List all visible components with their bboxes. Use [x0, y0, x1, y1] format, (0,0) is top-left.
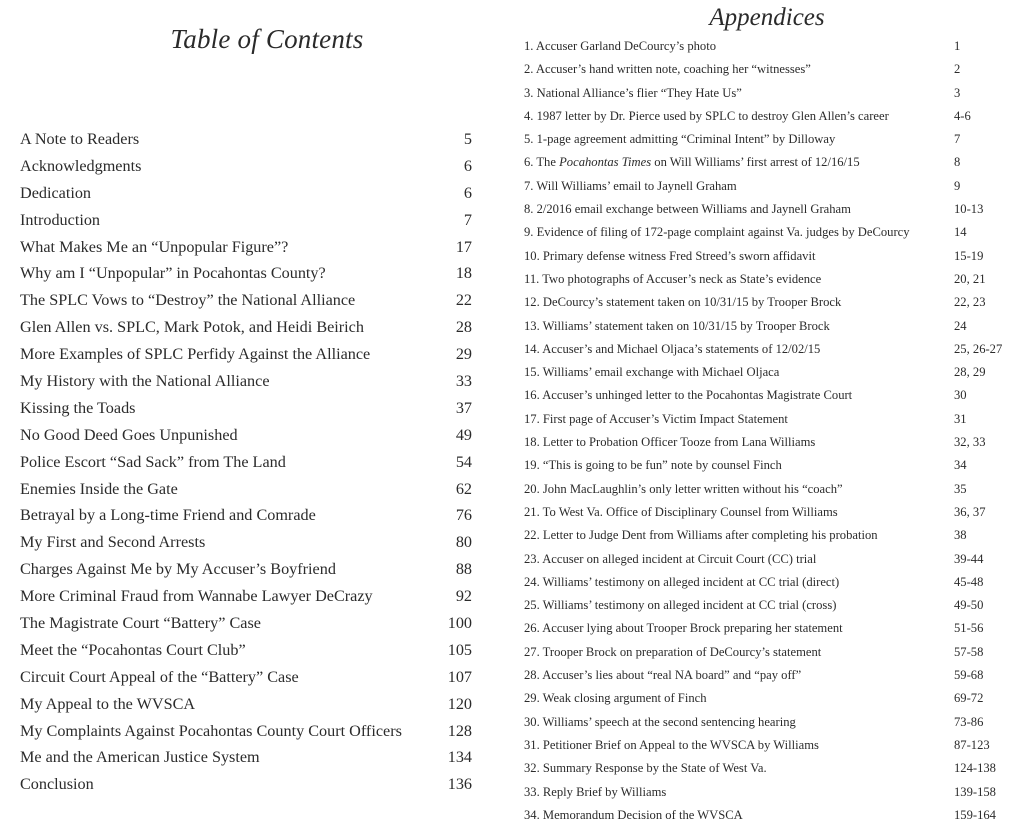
- appendix-entry-title: 32. Summary Response by the State of West Va.: [524, 761, 767, 776]
- appendix-entry: [524, 666, 1004, 689]
- appendix-entry-title: 31. Petitioner Brief on Appeal to the WVSCA by Williams: [524, 737, 819, 752]
- appendix-entry-page: 36, 37: [954, 504, 986, 519]
- appendix-entry-title: 17. First page of Accuser’s Victim Impact Statement: [524, 411, 788, 426]
- toc-entry: [20, 693, 472, 720]
- appendix-entry-page: 31: [954, 411, 967, 426]
- toc-entry: [20, 478, 472, 505]
- toc-entry-title: Kissing the Toads: [20, 398, 136, 417]
- toc-entry-page: 120: [447, 694, 472, 713]
- appendix-entry-title: 29. Weak closing argument of Finch: [524, 691, 707, 706]
- appendix-entry-page: 57-58: [954, 644, 984, 659]
- toc-entry: [20, 639, 472, 666]
- appendix-entry: [524, 410, 1004, 433]
- toc-entry-title: Circuit Court Appeal of the “Battery” Case: [20, 667, 299, 686]
- toc-list: [20, 128, 472, 800]
- toc-title: Table of Contents: [170, 24, 364, 54]
- appendix-entry: [524, 200, 1004, 223]
- appendix-entry-page: 10-13: [954, 202, 984, 217]
- appendix-entry-page: 3: [954, 85, 961, 100]
- appendix-entry-page: 39-44: [954, 551, 984, 566]
- toc-entry: [20, 370, 472, 397]
- toc-entry-title: Dedication: [20, 183, 92, 202]
- toc-entry-title: Police Escort “Sad Sack” from The Land: [20, 452, 286, 471]
- appendix-entry: [524, 573, 1004, 596]
- toc-entry: [20, 558, 472, 585]
- appendix-entry-title: 30. Williams’ speech at the second sentencing hearing: [524, 714, 796, 729]
- toc-entry-page: 62: [455, 479, 472, 498]
- appendix-entry-page: 159-164: [954, 807, 996, 822]
- toc-entry-title: Enemies Inside the Gate: [20, 479, 178, 498]
- appendix-entry: [524, 270, 1004, 293]
- toc-entry: [20, 746, 472, 773]
- appendix-entry-page: 87-123: [954, 737, 990, 752]
- appendix-entry-page: 8: [954, 155, 961, 170]
- appendix-entry-page: 25, 26-27: [954, 341, 1003, 356]
- toc-entry-page: 54: [455, 452, 472, 471]
- appendix-entry-title: 27. Trooper Brock on preparation of DeCourcy’s statement: [524, 644, 822, 659]
- appendices-title: Appendices: [709, 4, 825, 31]
- appendix-entry: [524, 783, 1004, 806]
- appendix-entry-page: 73-86: [954, 714, 984, 729]
- appendix-entry-page: 22, 23: [954, 295, 986, 310]
- appendix-entry-page: 2: [954, 62, 961, 77]
- appendix-entry-title: 3. National Alliance’s flier “They Hate Us”: [524, 85, 742, 100]
- appendix-entry: [524, 806, 1004, 829]
- appendix-entry-title: 14. Accuser’s and Michael Oljaca’s statements of 12/02/15: [524, 341, 821, 356]
- toc-entry-page: 28: [455, 318, 472, 337]
- toc-entry-page: 5: [463, 130, 472, 148]
- appendix-entry-title: 26. Accuser lying about Trooper Brock preparing her statement: [524, 621, 843, 636]
- appendix-entry-page: 49-50: [954, 598, 984, 613]
- appendix-entry-title: 34. Memorandum Decision of the WVSCA: [524, 807, 743, 822]
- toc-entry-title: Betrayal by a Long-time Friend and Comrade: [20, 506, 316, 525]
- appendix-entry: [524, 596, 1004, 619]
- appendix-entry-title: 2. Accuser’s hand written note, coaching her “witnesses”: [524, 62, 811, 77]
- appendix-entry: [524, 689, 1004, 712]
- table-of-contents: [0, 0, 500, 834]
- appendix-entry-title: 12. DeCourcy’s statement taken on 10/31/15 by Trooper Brock: [524, 295, 842, 310]
- appendix-entry-title: [524, 153, 954, 171]
- toc-entry-title: A Note to Readers: [20, 130, 140, 148]
- appendix-entry-page: 59-68: [954, 668, 984, 683]
- appendix-entry: [524, 223, 1004, 246]
- appendix-entry-title: 15. Williams’ email exchange with Michael Oljaca: [524, 365, 780, 380]
- appendix-entry-page: 4-6: [954, 108, 971, 123]
- appendix-entry-page: 45-48: [954, 574, 984, 589]
- toc-entry: [20, 424, 472, 451]
- toc-entry-title: The Magistrate Court “Battery” Case: [20, 614, 261, 633]
- appendix-entry-title: 10. Primary defense witness Fred Streed’s sworn affidavit: [524, 248, 816, 263]
- appendix-entry-page: 28, 29: [954, 365, 986, 380]
- toc-entry-title: Acknowledgments: [20, 156, 142, 175]
- toc-entry-title: Charges Against Me by My Accuser’s Boyfriend: [20, 560, 336, 579]
- toc-entry-title: My History with the National Alliance: [20, 372, 270, 391]
- appendix-entry-page: 34: [954, 458, 967, 473]
- appendix-entry-title: 1. Accuser Garland DeCourcy’s photo: [524, 39, 717, 53]
- appendix-entry-title: 5. 1-page agreement admitting “Criminal Intent” by Dilloway: [524, 132, 836, 147]
- appendix-entry: [524, 433, 1004, 456]
- appendix-entry-page: 15-19: [954, 248, 984, 263]
- appendix-entry-title: 8. 2/2016 email exchange between Williams and Jaynell Graham: [524, 202, 851, 217]
- toc-entry-page: 128: [447, 721, 472, 740]
- appendix-entry-page: 9: [954, 178, 961, 193]
- toc-entry-page: 29: [455, 345, 472, 364]
- appendices: [510, 0, 1024, 834]
- toc-entry-page: 76: [455, 506, 472, 525]
- appendix-entry: [524, 526, 1004, 549]
- appendix-entry-title: 7. Will Williams’ email to Jaynell Graham: [524, 178, 737, 193]
- appendix-entry: [524, 643, 1004, 666]
- toc-entry-title: Why am I “Unpopular” in Pocahontas County?: [20, 264, 326, 283]
- appendix-entry-title: 33. Reply Brief by Williams: [524, 784, 667, 799]
- toc-entry: [20, 128, 472, 155]
- appendix-entry: [524, 713, 1004, 736]
- appendix-entry: [524, 107, 1004, 130]
- toc-entry-title: The SPLC Vows to “Destroy” the National Alliance: [20, 291, 356, 310]
- appendix-entry: [524, 619, 1004, 642]
- toc-entry-page: 22: [455, 291, 472, 310]
- toc-entry-page: 80: [455, 533, 472, 552]
- toc-entry-title: Meet the “Pocahontas Court Club”: [20, 640, 246, 659]
- toc-entry-page: 134: [447, 748, 472, 767]
- toc-entry-title: My First and Second Arrests: [20, 533, 206, 552]
- appendix-entry-page: 51-56: [954, 621, 984, 636]
- appendix-entry-title: 20. John MacLaughlin’s only letter written without his “coach”: [524, 481, 843, 496]
- toc-entry: [20, 397, 472, 424]
- toc-entry-page: 17: [455, 237, 472, 256]
- toc-entry-title: Introduction: [20, 210, 101, 229]
- toc-entry-title: More Criminal Fraud from Wannabe Lawyer DeCrazy: [20, 587, 373, 606]
- toc-entry-title: My Appeal to the WVSCA: [20, 694, 196, 713]
- toc-entry: [20, 316, 472, 343]
- appendix-entry: [524, 759, 1004, 782]
- toc-entry-page: 6: [463, 156, 472, 175]
- toc-entry: [20, 666, 472, 693]
- toc-entry-page: 6: [463, 183, 472, 202]
- toc-entry-title: Me and the American Justice System: [20, 748, 260, 767]
- toc-entry-page: 136: [447, 775, 472, 794]
- appendix-entry: [524, 247, 1004, 270]
- appendix-entry: [524, 293, 1004, 316]
- toc-entry-title: Conclusion: [20, 775, 94, 794]
- toc-entry-page: 107: [447, 667, 472, 686]
- toc-entry: [20, 504, 472, 531]
- toc-entry: [20, 182, 472, 209]
- appendix-entry-title: 23. Accuser on alleged incident at Circuit Court (CC) trial: [524, 551, 817, 566]
- toc-entry: [20, 289, 472, 316]
- appendix-entry: [524, 317, 1004, 340]
- appendix-title-part: on Will Williams’ first arrest of 12/16/15: [651, 155, 860, 170]
- appendix-entry: [524, 340, 1004, 363]
- toc-entry: [20, 262, 472, 289]
- toc-entry-page: 37: [455, 398, 472, 417]
- appendix-entry: [524, 480, 1004, 503]
- toc-entry: [20, 585, 472, 612]
- appendix-entry-page: 139-158: [954, 784, 996, 799]
- appendix-entry: [524, 153, 1004, 176]
- toc-entry-title: Glen Allen vs. SPLC, Mark Potok, and Heidi Beirich: [20, 318, 364, 337]
- appendix-entry: [524, 84, 1004, 107]
- appendices-list: [524, 37, 1004, 829]
- toc-entry: [20, 720, 472, 747]
- appendix-entry-page: 38: [954, 528, 967, 543]
- appendix-entry: [524, 177, 1004, 200]
- appendix-title-part: 6. The: [524, 155, 560, 170]
- appendix-entry-page: 14: [954, 225, 967, 240]
- appendix-entry-page: 30: [954, 388, 967, 403]
- toc-entry-title: My Complaints Against Pocahontas County Court Officers: [20, 721, 402, 740]
- toc-entry-page: 88: [455, 560, 472, 579]
- appendix-entry-title: 16. Accuser’s unhinged letter to the Pocahontas Magistrate Court: [524, 388, 853, 403]
- toc-entry: [20, 209, 472, 236]
- toc-entry: [20, 531, 472, 558]
- appendix-entry-title: 11. Two photographs of Accuser’s neck as State’s evidence: [524, 271, 822, 286]
- toc-entry-page: 100: [447, 614, 472, 633]
- appendix-entry-title: 24. Williams’ testimony on alleged incident at CC trial (direct): [524, 574, 840, 589]
- appendix-entry: [524, 130, 1004, 153]
- toc-entry: [20, 451, 472, 478]
- appendix-entry-page: 124-138: [954, 761, 996, 776]
- appendix-entry-title: 4. 1987 letter by Dr. Pierce used by SPLC to destroy Glen Allen’s career: [524, 108, 889, 123]
- toc-entry-page: 18: [455, 264, 472, 283]
- toc-entry-page: 105: [447, 640, 472, 659]
- appendix-entry-title: 25. Williams’ testimony on alleged incident at CC trial (cross): [524, 598, 837, 613]
- appendix-entry: [524, 503, 1004, 526]
- appendix-entry-page: 32, 33: [954, 435, 986, 450]
- appendix-entry-title: 19. “This is going to be fun” note by counsel Finch: [524, 458, 782, 473]
- appendix-entry-title: 28. Accuser’s lies about “real NA board” and “pay off”: [524, 668, 802, 683]
- toc-entry-page: 92: [455, 587, 472, 606]
- toc-entry: [20, 236, 472, 263]
- appendix-entry-page: 1: [954, 39, 961, 53]
- appendix-entry: [524, 386, 1004, 409]
- appendix-entry: [524, 363, 1004, 386]
- toc-entry: [20, 155, 472, 182]
- appendix-entry: [524, 60, 1004, 83]
- appendix-entry-title: 21. To West Va. Office of Disciplinary Counsel from Williams: [524, 504, 838, 519]
- toc-entry-title: What Makes Me an “Unpopular Figure”?: [20, 237, 289, 256]
- toc-entry-title: No Good Deed Goes Unpunished: [20, 425, 238, 444]
- appendix-entry-page: 24: [954, 318, 967, 333]
- appendix-entry-title: 22. Letter to Judge Dent from Williams after completing his probation: [524, 528, 878, 543]
- appendix-entry-title: 13. Williams’ statement taken on 10/31/15 by Trooper Brock: [524, 318, 830, 333]
- appendix-entry: [524, 37, 1004, 60]
- toc-entry-page: 7: [463, 210, 472, 229]
- appendix-entry-page: 35: [954, 481, 967, 496]
- appendix-title-italic: Pocahontas Times: [559, 155, 652, 170]
- appendix-entry: [524, 456, 1004, 479]
- toc-entry-page: 49: [455, 425, 472, 444]
- toc-entry: [20, 343, 472, 370]
- appendix-entry-title: 18. Letter to Probation Officer Tooze from Lana Williams: [524, 435, 816, 450]
- appendix-entry-title: 9. Evidence of filing of 172-page complaint against Va. judges by DeCourcy: [524, 225, 910, 240]
- toc-entry-title: More Examples of SPLC Perfidy Against the Alliance: [20, 345, 371, 364]
- appendix-entry-page: 20, 21: [954, 271, 986, 286]
- appendix-entry-page: 7: [954, 132, 961, 147]
- toc-entry: [20, 773, 472, 800]
- toc-entry-page: 33: [455, 372, 472, 391]
- appendix-entry-page: 69-72: [954, 691, 984, 706]
- appendix-entry: [524, 550, 1004, 573]
- toc-entry: [20, 612, 472, 639]
- appendix-entry: [524, 736, 1004, 759]
